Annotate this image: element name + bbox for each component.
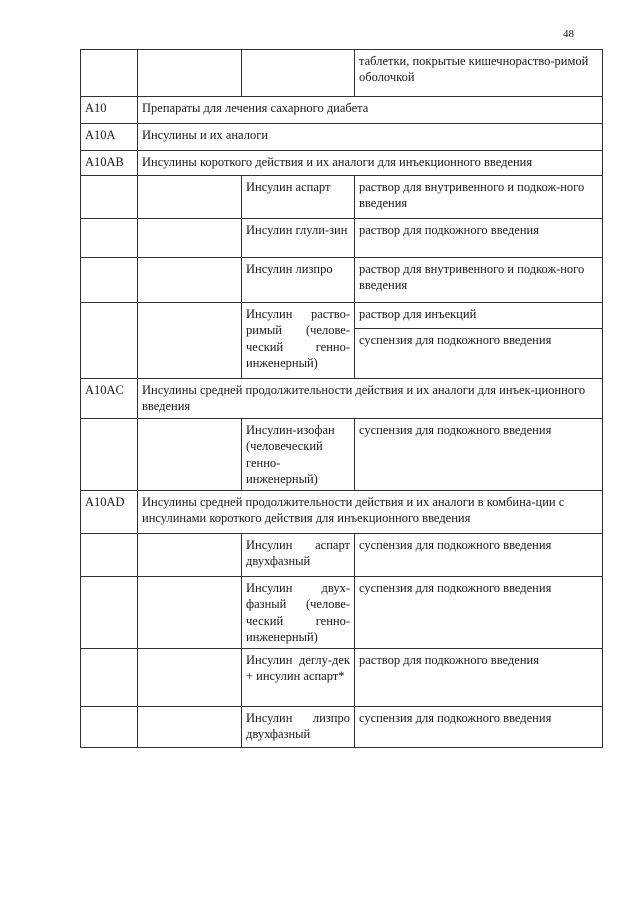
atc-code-cell xyxy=(81,303,138,379)
group-cell xyxy=(138,50,242,97)
dosage-form-cell: раствор для подкожного введения xyxy=(355,219,603,258)
table-row xyxy=(81,649,603,707)
table-row-group xyxy=(81,97,603,124)
table-row-group xyxy=(81,491,603,534)
group-cell xyxy=(138,303,242,379)
table-row xyxy=(81,258,603,303)
dosage-form-cell: суспензия для подкожного введения xyxy=(355,419,603,491)
atc-code-cell xyxy=(81,419,138,491)
atc-code-cell xyxy=(81,649,138,707)
drug-name-cell xyxy=(242,50,355,97)
drug-name-cell: Инсулин лизпро двухфазный xyxy=(242,707,355,748)
atc-code-cell: A10A xyxy=(81,124,138,151)
group-cell xyxy=(138,258,242,303)
group-title-cell: Инсулины средней продолжительности действия и их аналоги для инъек-ционного введения xyxy=(138,379,603,419)
dosage-form-cell: таблетки, покрытые кишечнораство-римой оболочкой xyxy=(355,50,603,97)
table-row xyxy=(81,577,603,649)
drug-name-cell: Инсулин деглу-дек + инсулин аспарт* xyxy=(242,649,355,707)
dosage-form-cell: раствор для инъекций xyxy=(355,303,603,329)
table-row xyxy=(81,219,603,258)
drug-name-cell: Инсулин аспарт xyxy=(242,176,355,219)
dosage-form-cell: раствор для подкожного введения xyxy=(355,649,603,707)
group-cell xyxy=(138,649,242,707)
atc-code-cell: A10AB xyxy=(81,151,138,176)
group-cell xyxy=(138,219,242,258)
group-title-cell: Препараты для лечения сахарного диабета xyxy=(138,97,603,124)
atc-code-cell: A10 xyxy=(81,97,138,124)
table-row xyxy=(81,176,603,219)
table-row xyxy=(81,534,603,577)
dosage-form-cell: суспензия для подкожного введения xyxy=(355,329,603,379)
table-row-group xyxy=(81,151,603,176)
drug-name-cell: Инсулин-изофан (человеческий генно-инженерный) xyxy=(242,419,355,491)
atc-code-cell xyxy=(81,707,138,748)
atc-code-cell xyxy=(81,50,138,97)
group-cell xyxy=(138,707,242,748)
drug-name-cell: Инсулин двух-фазный (челове-ческий генно-инженерный) xyxy=(242,577,355,649)
table-row-group xyxy=(81,124,603,151)
group-cell xyxy=(138,577,242,649)
drug-name-cell: Инсулин раство-римый (челове-ческий генно-инженерный) xyxy=(242,303,355,379)
atc-code-cell xyxy=(81,176,138,219)
atc-code-cell xyxy=(81,219,138,258)
group-cell xyxy=(138,176,242,219)
table-row xyxy=(81,707,603,748)
atc-code-cell: A10AD xyxy=(81,491,138,534)
dosage-form-cell: суспензия для подкожного введения xyxy=(355,577,603,649)
atc-code-cell xyxy=(81,577,138,649)
drug-name-cell: Инсулин лизпро xyxy=(242,258,355,303)
atc-code-cell xyxy=(81,258,138,303)
table-row xyxy=(81,50,603,97)
table-row xyxy=(81,419,603,491)
drug-name-cell: Инсулин аспарт двухфазный xyxy=(242,534,355,577)
page-number: 48 xyxy=(563,28,574,40)
dosage-form-cell: суспензия для подкожного введения xyxy=(355,707,603,748)
table-row xyxy=(81,303,603,329)
group-title-cell: Инсулины короткого действия и их аналоги для инъекционного введения xyxy=(138,151,603,176)
group-title-cell: Инсулины и их аналоги xyxy=(138,124,603,151)
drug-name-cell: Инсулин глули-зин xyxy=(242,219,355,258)
atc-code-cell: A10AC xyxy=(81,379,138,419)
table-row-group xyxy=(81,379,603,419)
dosage-form-cell: суспензия для подкожного введения xyxy=(355,534,603,577)
drug-table xyxy=(80,49,603,748)
group-title-cell: Инсулины средней продолжительности действия и их аналоги в комбина-ции с инсулинами короткого действия для инъекционного введения xyxy=(138,491,603,534)
group-cell xyxy=(138,419,242,491)
group-cell xyxy=(138,534,242,577)
dosage-form-cell: раствор для внутривенного и подкож-ного введения xyxy=(355,176,603,219)
atc-code-cell xyxy=(81,534,138,577)
dosage-form-cell: раствор для внутривенного и подкож-ного введения xyxy=(355,258,603,303)
